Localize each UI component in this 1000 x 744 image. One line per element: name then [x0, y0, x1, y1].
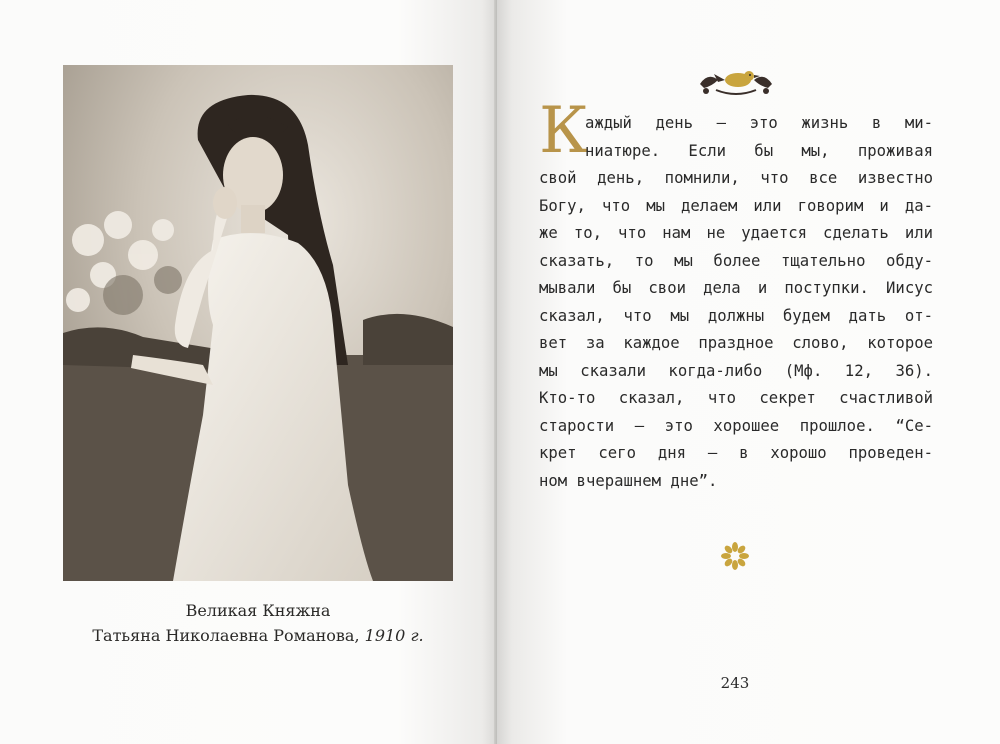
drop-cap: К [539, 94, 589, 168]
body-text [539, 110, 933, 495]
text-line: Кто-то сказал, что секрет счастливой [539, 389, 933, 407]
caption-name: Татьяна Николаевна Романова, [92, 626, 360, 645]
text-line: ном вчерашнем дне”. [539, 471, 718, 490]
text-line: вет за каждое праздное слово, которое [539, 334, 933, 352]
text-line: ниатюре. Если бы мы, проживая [585, 141, 933, 160]
text-line: аждый день — это жизнь в ми- [585, 114, 933, 132]
caption-year: 1910 г. [364, 626, 424, 645]
photo-caption [63, 598, 453, 648]
caption-subtitle [63, 623, 453, 648]
portrait-photo [63, 65, 453, 581]
flower-ornament-icon [721, 542, 749, 570]
text-line: мывали бы свои дела и поступки. Иисус [539, 279, 933, 297]
page-number: 243 [720, 674, 750, 692]
text-line: же то, что нам не удается сделать или [539, 224, 933, 242]
text-line: Богу, что мы делаем или говорим и да- [539, 196, 933, 215]
text-line: мы сказали когда-либо (Мф. 12, 36). [539, 361, 933, 380]
portrait-illustration [63, 65, 453, 581]
text-line: крет сего дня — в хорошо проведен- [539, 444, 933, 462]
text-line: сказать, то мы более тщательно обду- [539, 251, 933, 270]
left-page [0, 0, 497, 744]
bird-ornament-icon [694, 64, 778, 100]
text-line: сказал, что мы должны будем дать от- [539, 306, 933, 325]
text-line: свой день, помнили, что все известно [539, 169, 933, 187]
text-line: старости — это хорошее прошлое. “Се- [539, 416, 933, 435]
caption-title: Великая Княжна [185, 601, 331, 620]
